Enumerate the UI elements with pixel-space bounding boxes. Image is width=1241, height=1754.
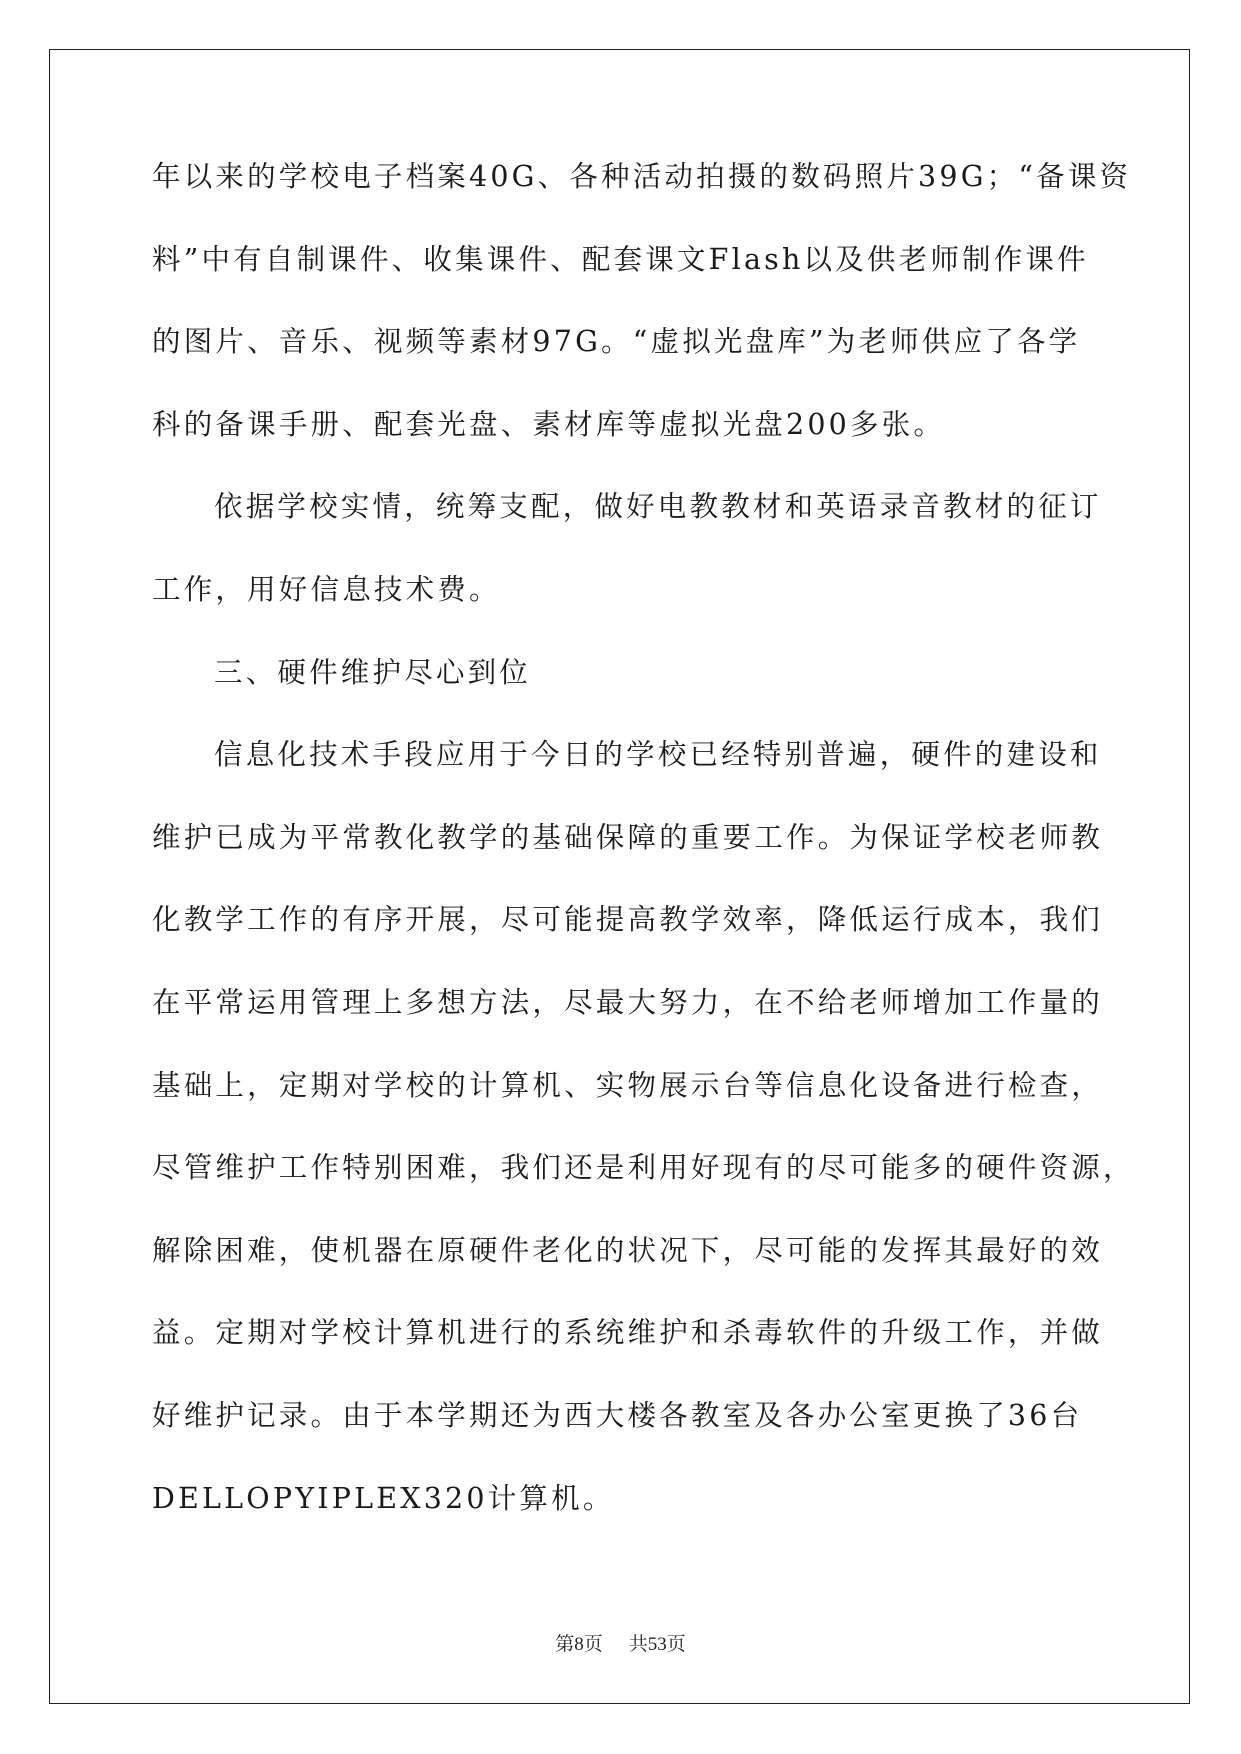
page-number: 第8页	[555, 1634, 603, 1655]
text-line: 科的备课手册、配套光盘、素材库等虚拟光盘200多张。	[152, 407, 946, 441]
text-line: 基础上，定期对学校的计算机、实物展示台等信息化设备进行检查，	[152, 1068, 1104, 1102]
text-line: 年以来的学校电子档案40G、各种活动拍摄的数码照片39G；“备课资	[152, 160, 1132, 193]
text-line: 维护已成为平常教化教学的基础保障的重要工作。为保证学校老师教	[152, 820, 1104, 854]
text-line: 尽管维护工作特别困难，我们还是利用好现有的尽可能多的硬件资源，	[152, 1151, 1135, 1185]
text-line: 益。定期对学校计算机进行的系统维护和杀毒软件的升级工作，并做	[152, 1316, 1104, 1350]
page-footer	[0, 1629, 1241, 1656]
page-total: 共53页	[628, 1634, 686, 1655]
section-heading: 三、硬件维护尽心到位	[214, 655, 532, 689]
text-line: 料”中有自制课件、收集课件、配套课文Flash以及供老师制作课件	[152, 242, 1089, 276]
paragraph-first-line: 依据学校实情，统筹支配，做好电教教材和英语录音教材的征订	[214, 490, 1102, 524]
document-body	[152, 160, 1135, 1564]
text-line: 的图片、音乐、视频等素材97G。“虚拟光盘库”为老师供应了各学	[152, 325, 1081, 359]
text-line: 工作，用好信息技术费。	[152, 572, 501, 606]
text-line: 解除困难，使机器在原硬件老化的状况下，尽可能的发挥其最好的效	[152, 1233, 1104, 1267]
text-line: DELLOPYIPLEX320计算机。	[152, 1481, 615, 1515]
text-line: 在平常运用管理上多想方法，尽最大努力，在不给老师增加工作量的	[152, 985, 1104, 1019]
text-line: 好维护记录。由于本学期还为西大楼各教室及各办公室更换了36台	[152, 1398, 1083, 1432]
text-line: 化教学工作的有序开展，尽可能提高教学效率，降低运行成本，我们	[152, 903, 1104, 937]
paragraph-first-line: 信息化技术手段应用于今日的学校已经特别普遍，硬件的建设和	[214, 738, 1102, 772]
